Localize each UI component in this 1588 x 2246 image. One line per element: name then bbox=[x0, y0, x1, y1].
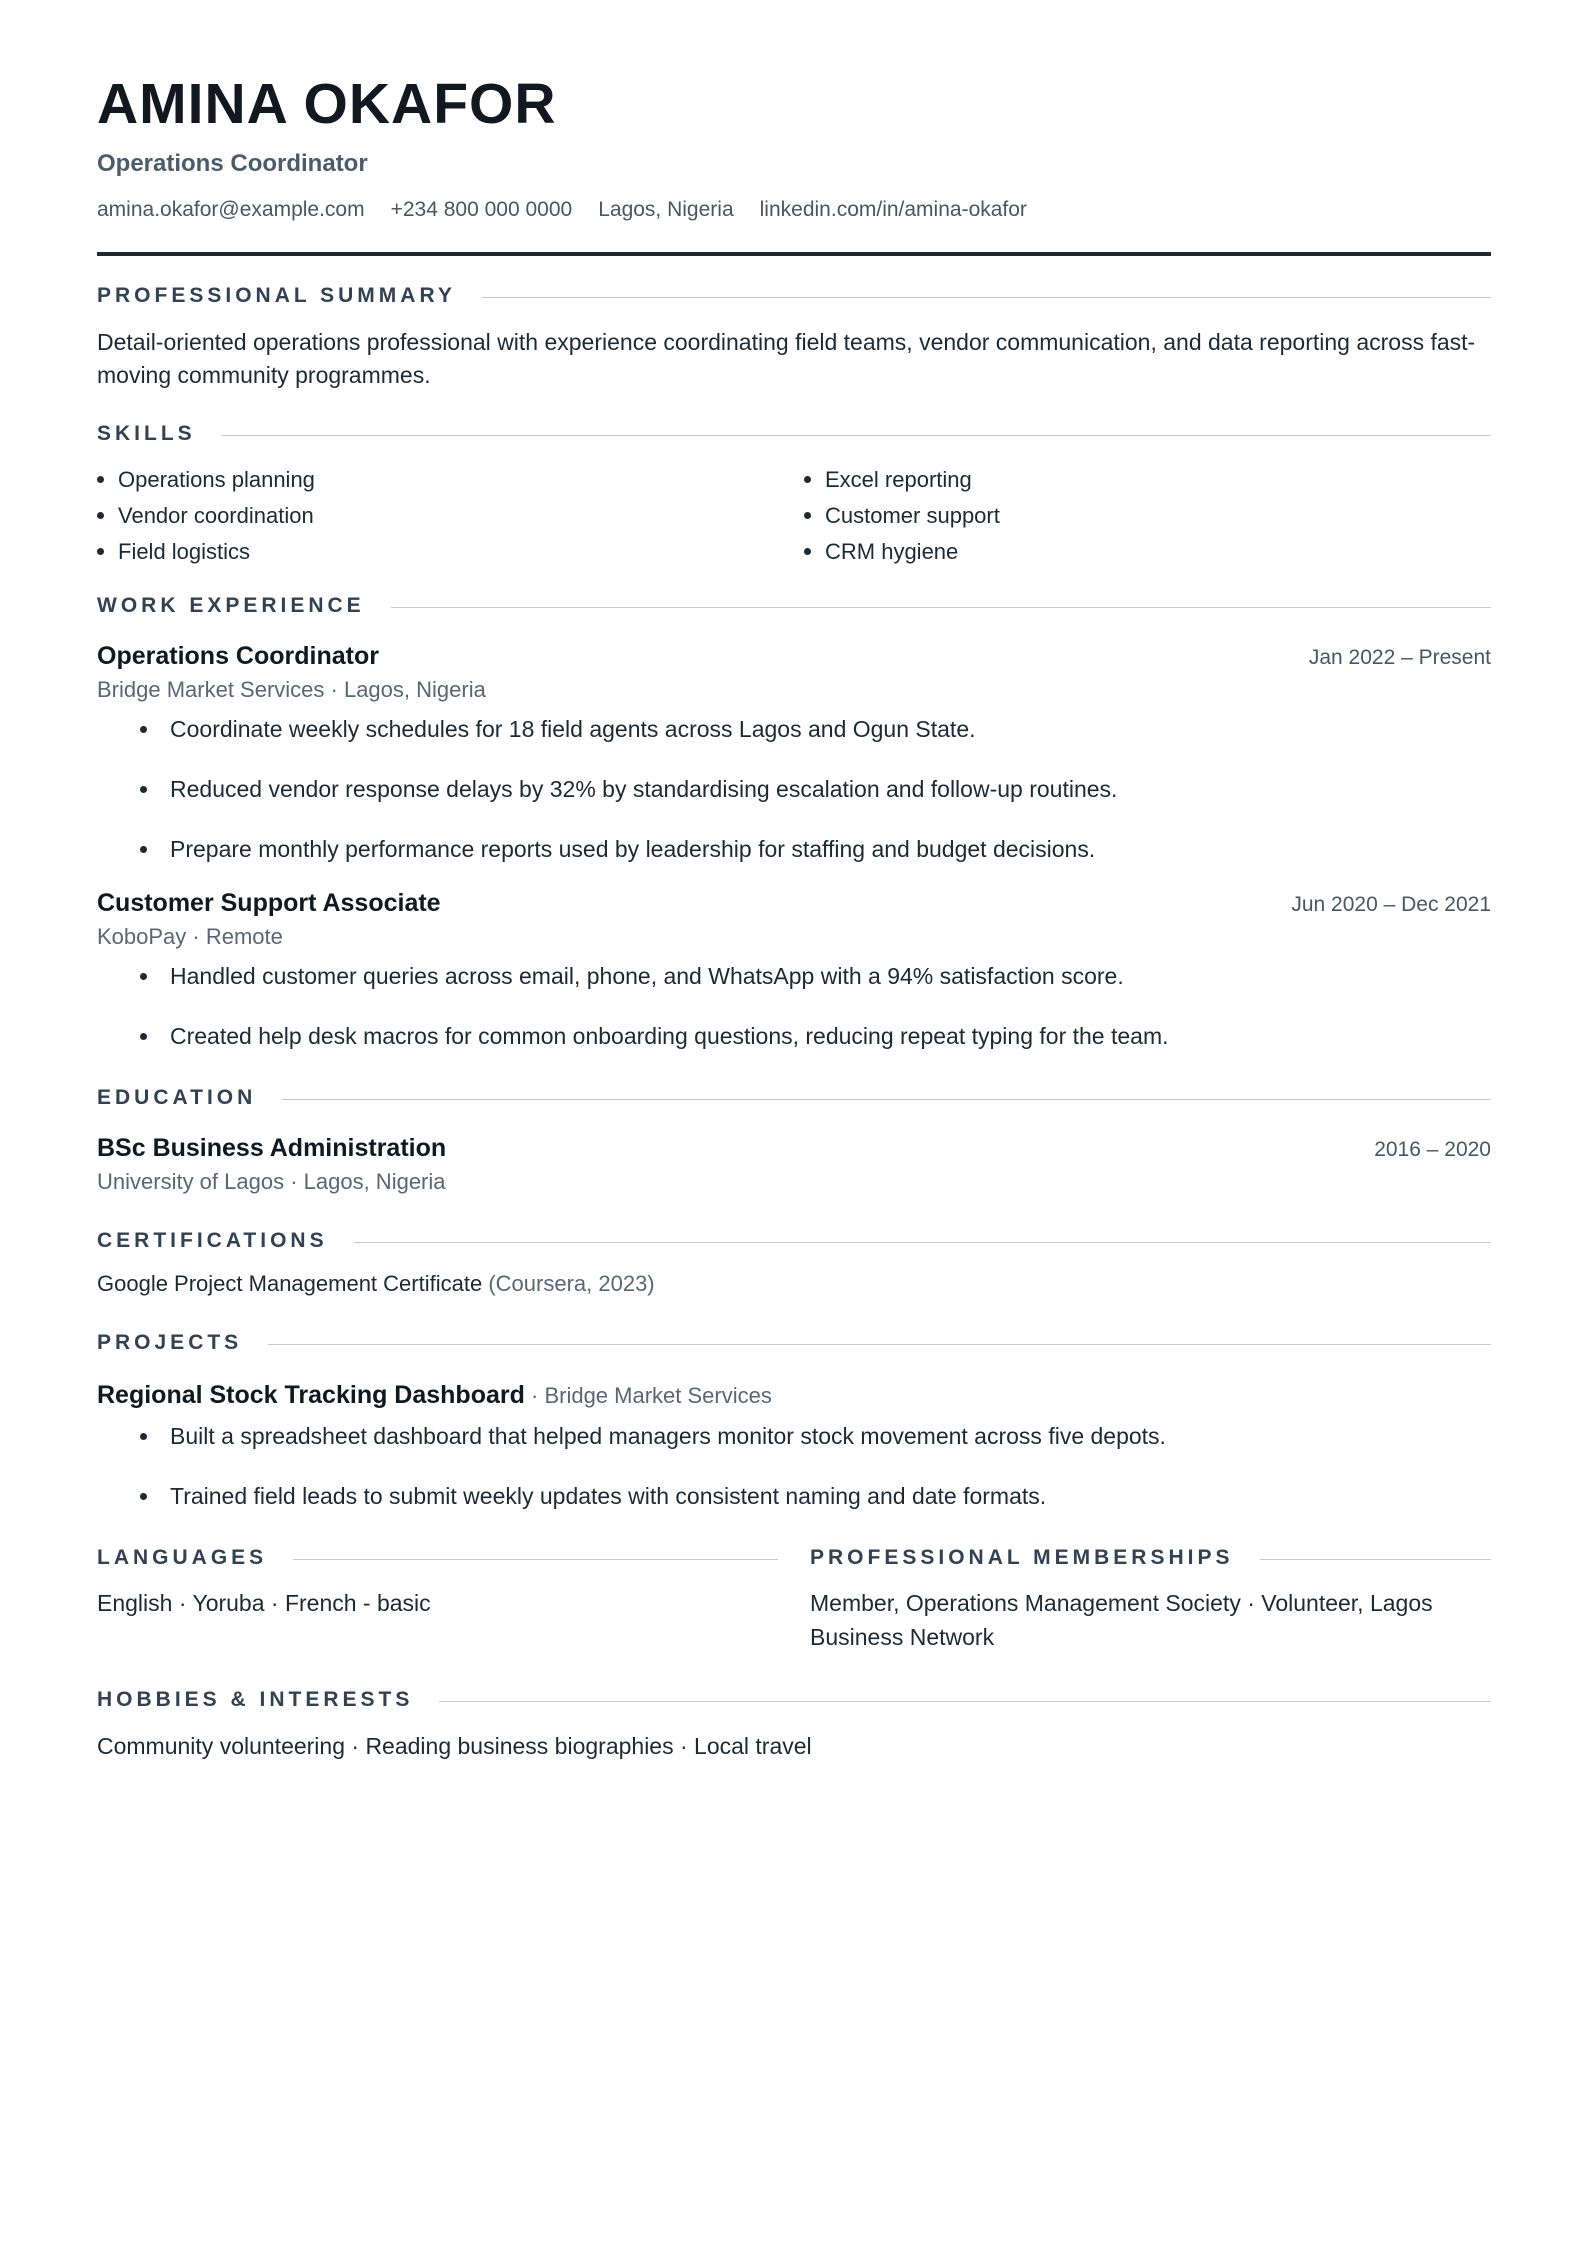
section-label: LANGUAGES bbox=[97, 1545, 268, 1569]
summary-text: Detail-oriented operations professional with experience coordinating field teams, vendor communication, and data reporting across fast-moving community programmes. bbox=[97, 328, 1476, 388]
section-heading-experience bbox=[97, 594, 1491, 618]
bullet-dot bbox=[804, 476, 811, 483]
job-title: Operations Coordinator bbox=[97, 641, 379, 670]
skill-item bbox=[804, 534, 1491, 570]
section-label: EDUCATION bbox=[97, 1085, 257, 1109]
project-bullets bbox=[97, 1420, 1491, 1512]
certification-name: Google Project Management Certificate bbox=[97, 1270, 483, 1296]
section-divider bbox=[222, 435, 1491, 436]
candidate-title: Operations Coordinator bbox=[97, 149, 368, 177]
education-header bbox=[97, 1134, 1491, 1163]
memberships-section bbox=[810, 1512, 1491, 1654]
section-heading-hobbies bbox=[97, 1688, 1491, 1712]
project-bullet: Trained field leads to submit weekly updates with consistent naming and date formats. bbox=[140, 1480, 1491, 1512]
hobbies-text: Community volunteering · Reading business biographies · Local travel bbox=[97, 1732, 812, 1759]
project-title: Regional Stock Tracking Dashboard bbox=[97, 1380, 525, 1409]
job-dates: Jun 2020 – Dec 2021 bbox=[1291, 892, 1491, 916]
section-divider bbox=[482, 297, 1491, 298]
bullet-dot bbox=[97, 476, 104, 483]
languages-text: English · Yoruba · French - basic bbox=[97, 1589, 431, 1616]
contact-location: Lagos, Nigeria bbox=[598, 197, 734, 221]
section-divider bbox=[1260, 1559, 1492, 1560]
skill-item bbox=[804, 462, 1491, 498]
section-divider bbox=[391, 607, 1491, 608]
job-organization: Bridge Market Services · Lagos, Nigeria bbox=[97, 676, 486, 702]
skill-label: CRM hygiene bbox=[825, 538, 959, 564]
skill-item bbox=[97, 462, 784, 498]
job-entry bbox=[97, 889, 1491, 1052]
skill-label: Vendor coordination bbox=[118, 502, 314, 528]
job-header bbox=[97, 889, 1491, 918]
skill-label: Customer support bbox=[825, 502, 1000, 528]
two-column-section bbox=[97, 1512, 1491, 1654]
section-heading-projects bbox=[97, 1331, 1491, 1355]
job-bullet: Reduced vendor response delays by 32% by standardising escalation and follow-up routines. bbox=[140, 773, 1491, 805]
section-divider bbox=[354, 1242, 1491, 1243]
skills-column-left bbox=[97, 462, 784, 570]
contact-row bbox=[97, 198, 1491, 222]
skills-list bbox=[97, 462, 1491, 570]
job-dates: Jan 2022 – Present bbox=[1308, 645, 1491, 669]
section-divider bbox=[439, 1701, 1491, 1702]
project-organization: · Bridge Market Services bbox=[524, 1382, 772, 1408]
job-header bbox=[97, 642, 1491, 671]
section-label: HOBBIES & INTERESTS bbox=[97, 1687, 414, 1711]
section-label: CERTIFICATIONS bbox=[97, 1228, 328, 1252]
section-heading-certifications bbox=[97, 1229, 1491, 1253]
section-heading-skills bbox=[97, 422, 1491, 446]
bullet-dot bbox=[804, 548, 811, 555]
bullet-dot bbox=[804, 512, 811, 519]
contact-email: amina.okafor@example.com bbox=[97, 197, 365, 221]
section-heading-memberships bbox=[810, 1546, 1491, 1570]
section-label: PROJECTS bbox=[97, 1330, 243, 1354]
section-heading-summary bbox=[97, 284, 1491, 308]
section-label: PROFESSIONAL MEMBERSHIPS bbox=[810, 1545, 1234, 1569]
job-bullets bbox=[97, 713, 1491, 865]
job-bullet: Prepare monthly performance reports used by leadership for staffing and budget decisions. bbox=[140, 833, 1491, 865]
education-dates: 2016 – 2020 bbox=[1374, 1137, 1491, 1161]
contact-phone: +234 800 000 0000 bbox=[390, 197, 573, 221]
section-label: WORK EXPERIENCE bbox=[97, 593, 365, 617]
section-divider bbox=[268, 1344, 1491, 1345]
candidate-name: AMINA OKAFOR bbox=[97, 72, 557, 136]
header-divider bbox=[97, 252, 1491, 256]
job-organization: KoboPay · Remote bbox=[97, 923, 283, 949]
section-divider bbox=[293, 1559, 778, 1560]
section-label: PROFESSIONAL SUMMARY bbox=[97, 283, 456, 307]
languages-section bbox=[97, 1512, 778, 1654]
school-name: University of Lagos · Lagos, Nigeria bbox=[97, 1168, 446, 1194]
section-divider bbox=[282, 1099, 1491, 1100]
job-bullet: Created help desk macros for common onboarding questions, reducing repeat typing for the team. bbox=[140, 1020, 1491, 1052]
job-bullet: Handled customer queries across email, phone, and WhatsApp with a 94% satisfaction score. bbox=[140, 960, 1491, 992]
skills-column-right bbox=[804, 462, 1491, 570]
job-entry bbox=[97, 642, 1491, 865]
skill-label: Operations planning bbox=[118, 466, 315, 492]
contact-linkedin: linkedin.com/in/amina-okafor bbox=[759, 197, 1027, 221]
job-title: Customer Support Associate bbox=[97, 888, 441, 917]
skill-label: Field logistics bbox=[118, 538, 251, 564]
skill-item bbox=[97, 498, 784, 534]
skill-item bbox=[97, 534, 784, 570]
certification-detail: (Coursera, 2023) bbox=[488, 1270, 655, 1296]
job-bullet: Coordinate weekly schedules for 18 field agents across Lagos and Ogun State. bbox=[140, 713, 1491, 745]
degree-name: BSc Business Administration bbox=[97, 1133, 447, 1162]
project-header bbox=[97, 1381, 1491, 1410]
job-bullets bbox=[97, 960, 1491, 1052]
bullet-dot bbox=[97, 512, 104, 519]
skill-item bbox=[804, 498, 1491, 534]
memberships-text: Member, Operations Management Society · Volunteer, Lagos Business Network bbox=[810, 1589, 1433, 1650]
bullet-dot bbox=[97, 548, 104, 555]
section-heading-languages bbox=[97, 1546, 778, 1570]
certification-item bbox=[97, 1271, 1491, 1297]
section-heading-education bbox=[97, 1086, 1491, 1110]
skill-label: Excel reporting bbox=[825, 466, 972, 492]
section-label: SKILLS bbox=[97, 421, 196, 445]
project-bullet: Built a spreadsheet dashboard that helped managers monitor stock movement across five depots. bbox=[140, 1420, 1491, 1452]
